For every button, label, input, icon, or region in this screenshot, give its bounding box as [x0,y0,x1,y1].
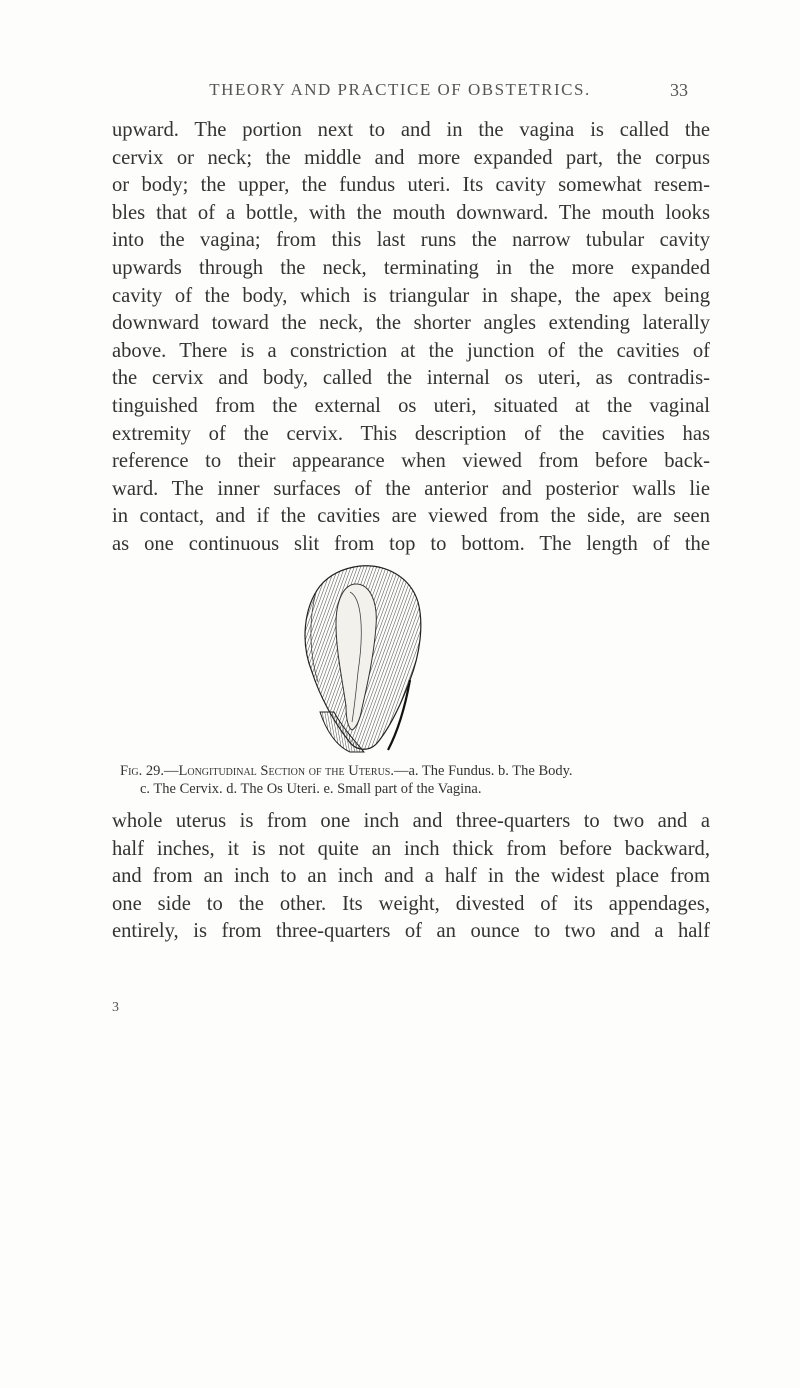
text-line: cervix or neck; the middle and more expanded part, the corpus [112,146,710,169]
text-line: above. There is a constriction at the junction of the cavities of [112,339,710,362]
text-line: tinguished from the external os uteri, situated at the vaginal [112,394,710,417]
page-number: 33 [670,80,688,100]
figure-caption [120,762,710,798]
caption-label: Fig. 29.—Longitudinal Section of the Uterus. [120,763,394,779]
body-paragraph-top [112,117,710,559]
text-line: or body; the upper, the fundus uteri. Its cavity somewhat resem- [112,174,710,197]
text-line: entirely, is from three-quarters of an ounce to two and a half [112,920,710,943]
body-paragraph-bottom [112,808,710,946]
text-line: the cervix and body, called the internal os uteri, as contradis- [112,367,710,390]
running-head: THEORY AND PRACTICE OF OBSTETRICS. [209,80,591,99]
text-line: upwards through the neck, terminating in the more expanded [112,256,710,279]
signature-mark: 3 [112,1000,119,1015]
uterus-engraving [260,562,470,754]
text-line: ward. The inner surfaces of the anterior and posterior walls lie [112,477,710,500]
text-line: whole uterus is from one inch and three-quarters to two and a [112,810,710,832]
uterus-section-illustration [260,562,470,754]
text-line: cavity of the body, which is triangular in shape, the apex being [112,284,710,307]
text-line: as one continuous slit from top to bottom. The length of the [112,532,710,555]
text-line: downward toward the neck, the shorter angles extending laterally [112,312,710,335]
caption-line2: c. The Cervix. d. The Os Uteri. e. Small part of the Vagina. [140,781,482,797]
text-line: bles that of a bottle, with the mouth downward. The mouth looks [112,201,710,224]
text-line: one side to the other. Its weight, divested of its appendages, [112,892,710,915]
page-header [0,80,800,108]
text-line: in contact, and if the cavities are viewed from the side, are seen [112,505,710,528]
caption-line1-rest: —a. The Fundus. b. The Body. [394,763,573,779]
text-line: reference to their appearance when viewed from before back- [112,450,710,473]
text-line: into the vagina; from this last runs the narrow tubular cavity [112,229,710,252]
text-line: upward. The portion next to and in the vagina is called the [112,119,710,141]
text-line: extremity of the cervix. This description of the cavities has [112,422,710,445]
text-line: half inches, it is not quite an inch thick from before backward, [112,837,710,860]
text-line: and from an inch to an inch and a half in the widest place from [112,865,710,888]
